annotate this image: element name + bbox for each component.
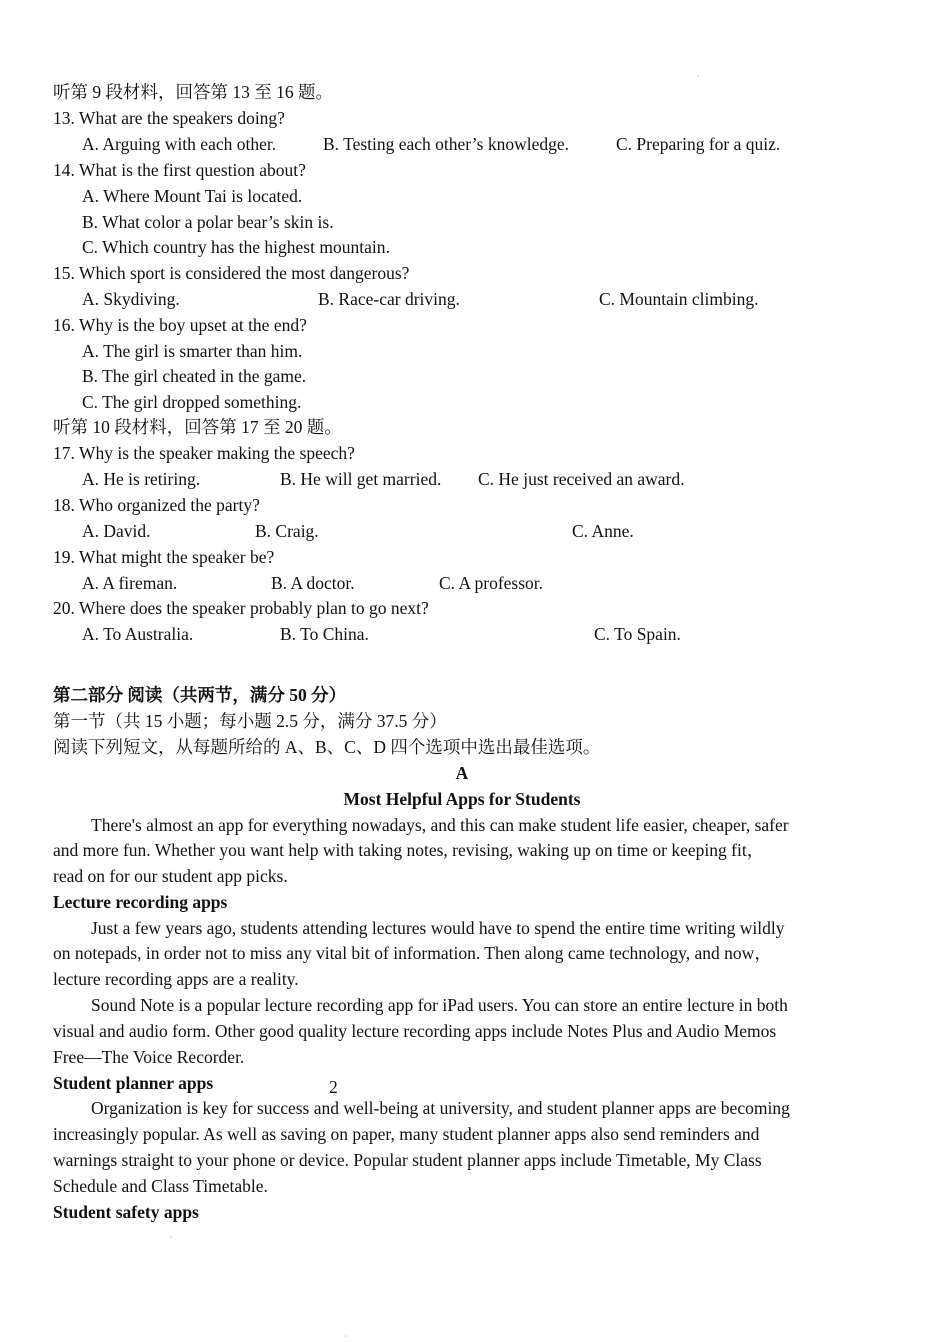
question-20-stem: 20. Where does the speaker probably plan to go next? <box>53 598 429 618</box>
question-14-stem: 14. What is the first question about? <box>53 160 306 180</box>
lecture-p1-line-1: Just a few years ago, students attending lectures would have to spend the entire time writing wildly <box>91 918 785 938</box>
question-14-option-a: A. Where Mount Tai is located. <box>82 186 303 206</box>
heading-lecture-recording: Lecture recording apps <box>53 892 228 912</box>
section9-intro: 听第 9 段材料，回答第 13 至 16 题。 <box>53 82 333 102</box>
passage-letter: A <box>455 763 469 783</box>
question-19-option-b: B. A doctor. <box>271 573 355 593</box>
page-number: 2 <box>329 1077 338 1097</box>
question-13-stem: 13. What are the speakers doing? <box>53 108 285 128</box>
intro-line-1: There's almost an app for everything nowadays, and this can make student life easier, cheaper, safer <box>91 815 789 835</box>
question-17-stem: 17. Why is the speaker making the speech? <box>53 443 355 463</box>
question-17-option-c: C. He just received an award. <box>478 469 685 489</box>
question-20-option-c: C. To Spain. <box>594 624 681 644</box>
question-14-option-c: C. Which country has the highest mountain. <box>82 237 390 257</box>
planner-p1-line-4: Schedule and Class Timetable. <box>53 1176 268 1196</box>
question-15-stem: 15. Which sport is considered the most dangerous? <box>53 263 410 283</box>
question-15-option-a: A. Skydiving. <box>82 289 180 309</box>
question-16-stem: 16. Why is the boy upset at the end? <box>53 315 307 335</box>
planner-p1-line-1: Organization is key for success and well-being at university, and student planner apps are becoming <box>91 1098 790 1118</box>
lecture-p2-line-3: Free—The Voice Recorder. <box>53 1047 245 1067</box>
intro-line-3: read on for our student app picks. <box>53 866 288 886</box>
question-18-option-b: B. Craig. <box>255 521 319 541</box>
intro-line-2: and more fun. Whether you want help with taking notes, revising, waking up on time or keeping fit， <box>53 840 765 860</box>
question-19-option-c: C. A professor. <box>439 573 544 593</box>
question-20-option-b: B. To China. <box>280 624 369 644</box>
question-19-stem: 19. What might the speaker be? <box>53 547 275 567</box>
lecture-p2-line-2: visual and audio form. Other good quality lecture recording apps include Notes Plus and Audio Memos <box>53 1021 777 1041</box>
lecture-p2-line-1: Sound Note is a popular lecture recording app for iPad users. You can store an entire lecture in both <box>91 995 788 1015</box>
passage-title: Most Helpful Apps for Students <box>343 789 581 809</box>
scan-speck-mark: ˇ <box>345 1336 347 1342</box>
question-15-option-c: C. Mountain climbing. <box>599 289 759 309</box>
planner-p1-line-3: warnings straight to your phone or device. Popular student planner apps include Timetable, My Class <box>53 1150 762 1170</box>
question-19-option-a: A. A fireman. <box>82 573 178 593</box>
heading-student-safety: Student safety apps <box>53 1202 199 1222</box>
scan-speck-mark: ˇ <box>697 76 699 82</box>
question-18-stem: 18. Who organized the party? <box>53 495 260 515</box>
planner-p1-line-2: increasingly popular. As well as saving on paper, many student planner apps also send reminders and <box>53 1124 760 1144</box>
lecture-p1-line-3: lecture recording apps are a reality. <box>53 969 299 989</box>
question-16-option-b: B. The girl cheated in the game. <box>82 366 307 386</box>
section10-intro: 听第 10 段材料，回答第 17 至 20 题。 <box>53 417 342 437</box>
question-18-option-a: A. David. <box>82 521 151 541</box>
question-17-option-b: B. He will get married. <box>280 469 442 489</box>
question-17-option-a: A. He is retiring. <box>82 469 201 489</box>
heading-student-planner: Student planner apps <box>53 1073 214 1093</box>
question-18-option-c: C. Anne. <box>572 521 634 541</box>
lecture-p1-line-2: on notepads, in order not to miss any vital bit of information. Then along came technology, and now， <box>53 943 772 963</box>
reading-instruction: 阅读下列短文，从每题所给的 A、B、C、D 四个选项中选出最佳选项。 <box>53 737 601 757</box>
question-20-option-a: A. To Australia. <box>82 624 194 644</box>
question-15-option-b: B. Race-car driving. <box>318 289 460 309</box>
question-13-option-a: A. Arguing with each other. <box>82 134 277 154</box>
question-13-option-b: B. Testing each other’s knowledge. <box>323 134 569 154</box>
reading-section-title: 第一节（共 15 小题；每小题 2.5 分，满分 37.5 分） <box>53 711 447 731</box>
question-14-option-b: B. What color a polar bear’s skin is. <box>82 212 334 232</box>
question-13-option-c: C. Preparing for a quiz. <box>616 134 781 154</box>
reading-part-title: 第二部分 阅读（共两节，满分 50 分） <box>53 685 347 705</box>
question-16-option-c: C. The girl dropped something. <box>82 392 302 412</box>
scan-speck-mark: ˇ <box>170 1237 172 1243</box>
question-16-option-a: A. The girl is smarter than him. <box>82 341 303 361</box>
